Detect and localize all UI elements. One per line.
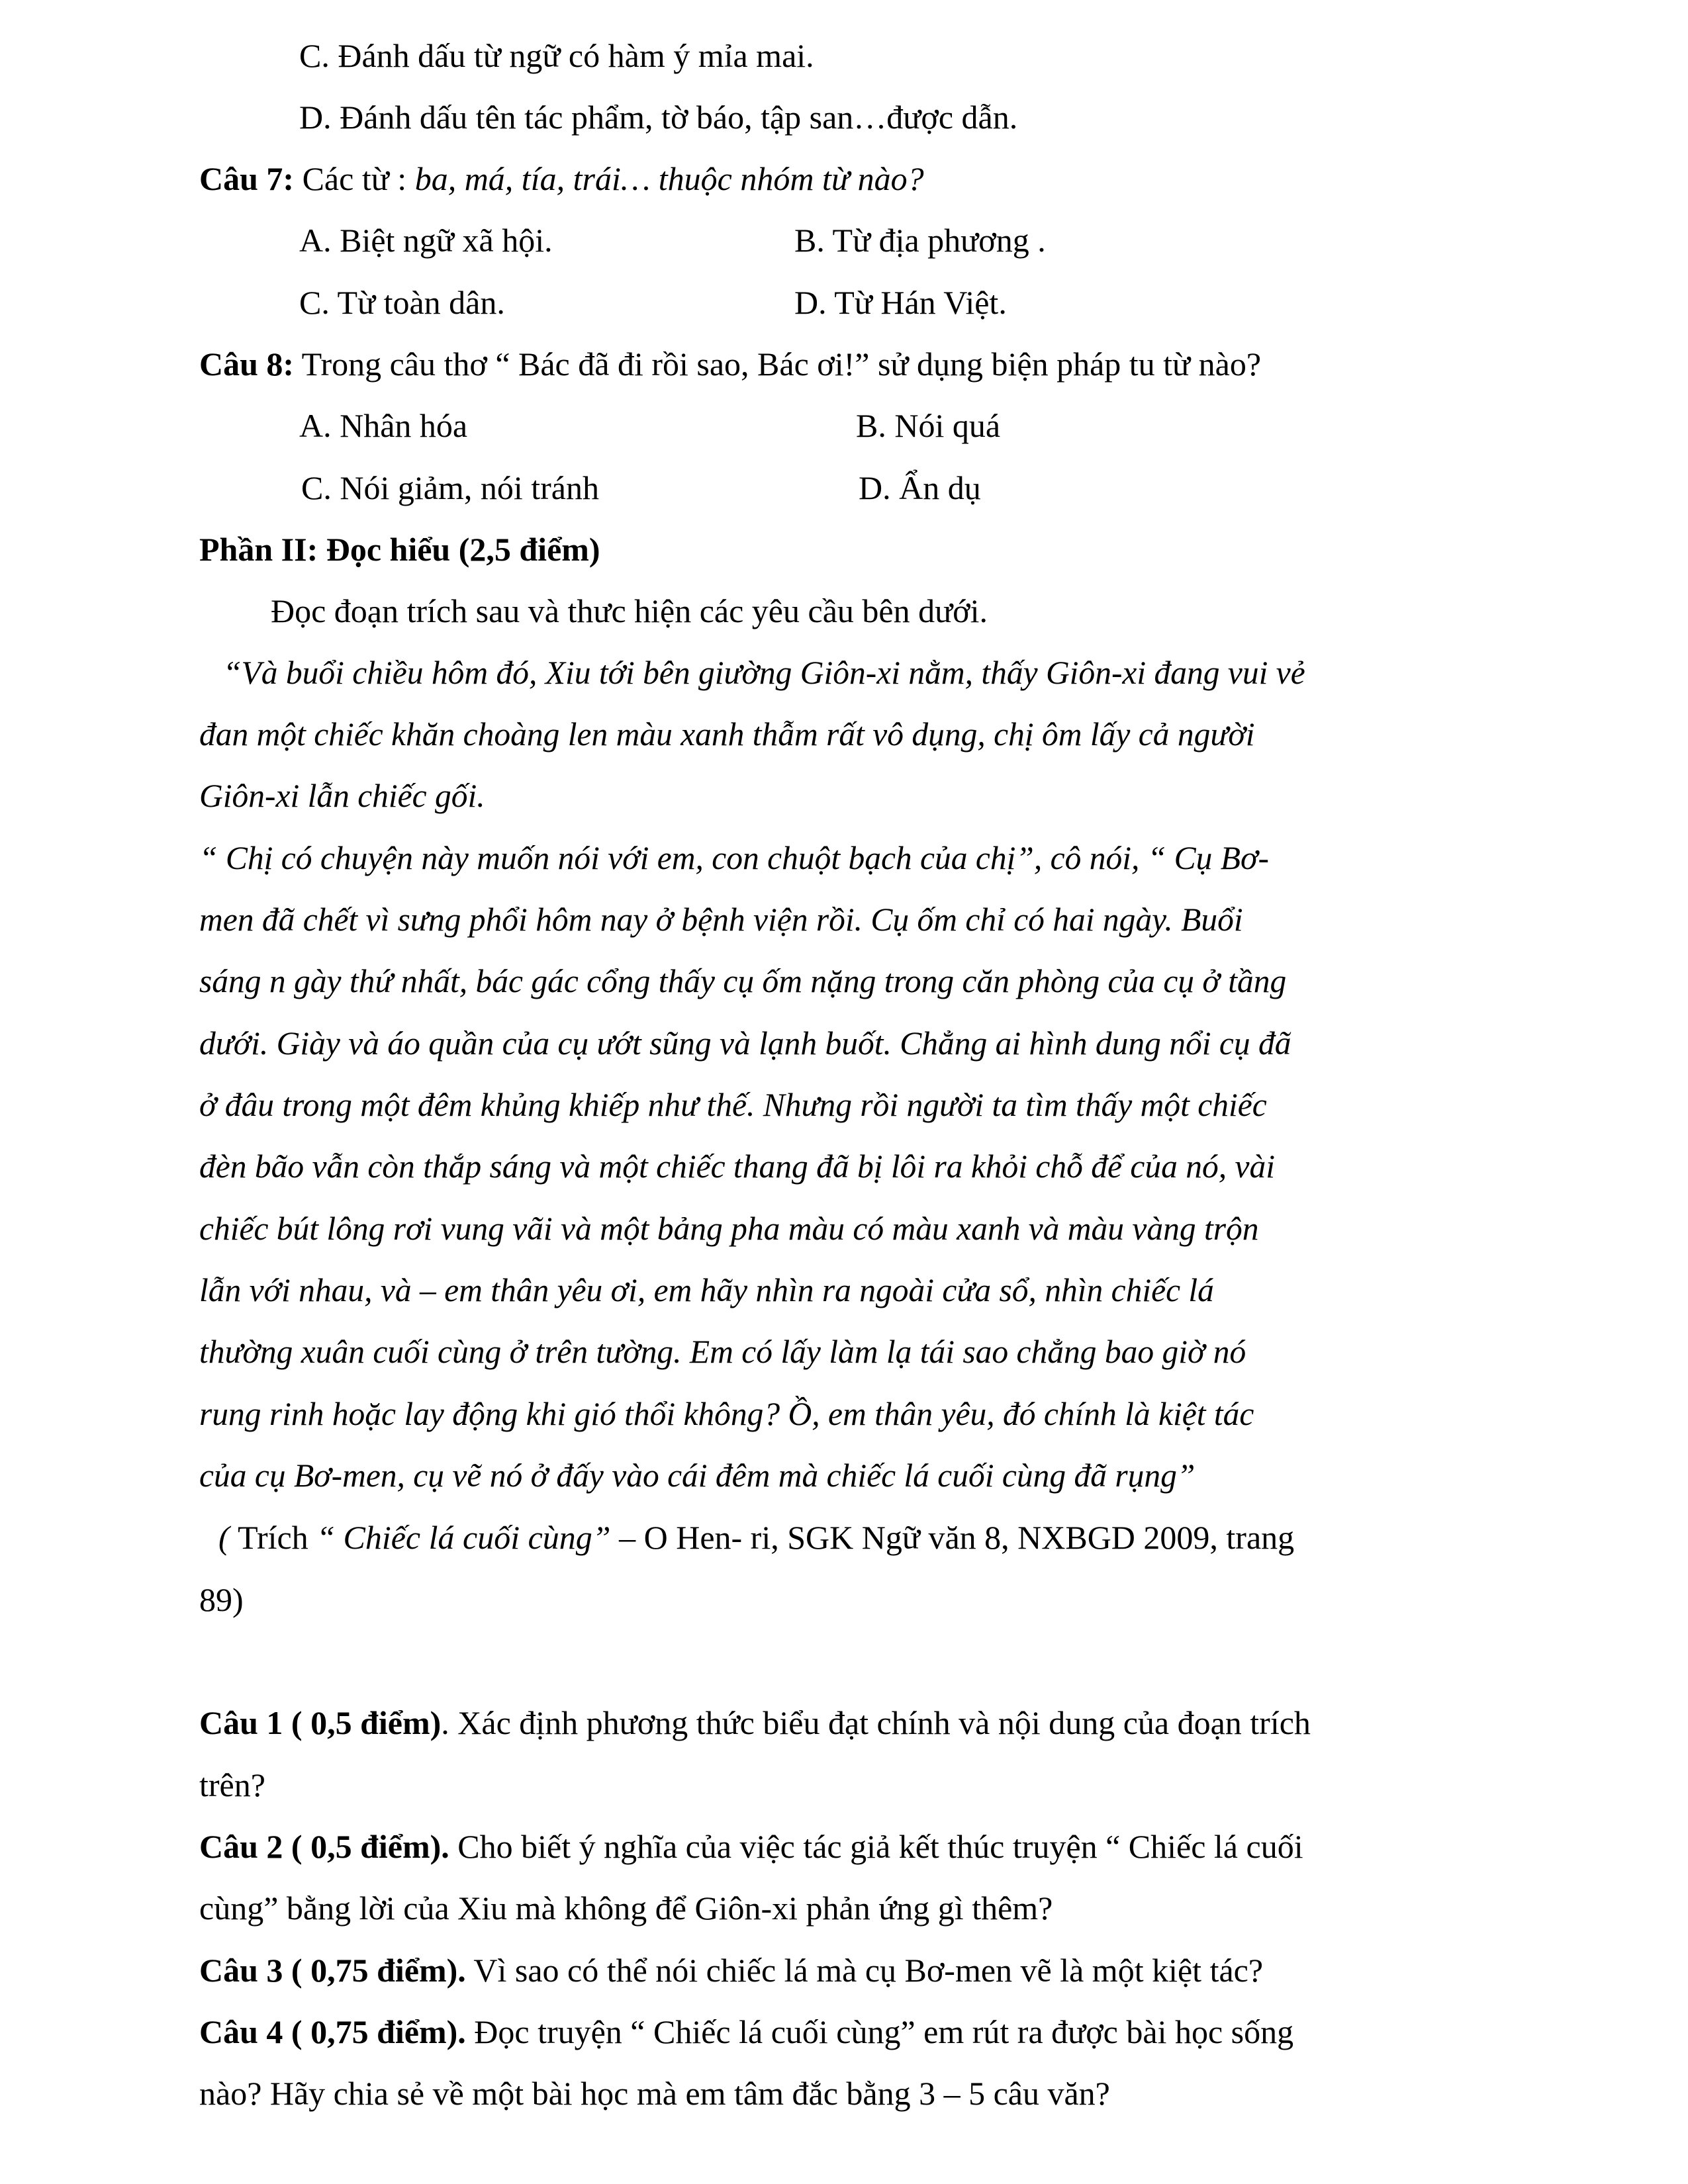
q1-text: . Xác định phương thức biểu đạt chính và nội dung của đoạn trích bbox=[441, 1704, 1311, 1741]
passage-line: lẫn với nhau, và – em thân yêu ơi, em hãy nhìn ra ngoài cửa sổ, nhìn chiếc lá bbox=[199, 1272, 1214, 1308]
passage-line: men đã chết vì sưng phổi hôm nay ở bệnh viện rồi. Cụ ốm chỉ có hai ngày. Buổi bbox=[199, 901, 1243, 938]
passage-line: của cụ Bơ-men, cụ vẽ nó ở đấy vào cái đêm mà chiếc lá cuối cùng đã rụng” bbox=[199, 1457, 1196, 1494]
passage-line: đan một chiếc khăn choàng len màu xanh thẫm rất vô dụng, chị ôm lấy cả người bbox=[199, 716, 1255, 752]
part2-heading: Phần II: Đọc hiểu (2,5 điểm) bbox=[199, 531, 600, 568]
passage-line: Giôn-xi lẫn chiếc gối. bbox=[199, 778, 485, 814]
passage-line: dưới. Giày và áo quần của cụ ướt sũng và lạnh buốt. Chẳng ai hình dung nổi cụ đã bbox=[199, 1025, 1291, 1062]
q2-text: Cho biết ý nghĩa của việc tác giả kết thúc truyện “ Chiếc lá cuối bbox=[449, 1828, 1303, 1865]
q7-option-d: D. Từ Hán Việt. bbox=[794, 284, 1007, 321]
passage-line: “ Chị có chuyện này muốn nói với em, con chuột bạch của chị”, cô nói, “ Cụ Bơ- bbox=[199, 840, 1269, 876]
passage-line: rung rinh hoặc lay động khi gió thổi không? Ồ, em thân yêu, đó chính là kiệt tác bbox=[199, 1396, 1254, 1432]
source-citation-page: 89) bbox=[199, 1581, 244, 1618]
q8-stem bbox=[199, 344, 1261, 384]
q8-option-b: B. Nói quá bbox=[856, 407, 1001, 444]
q8-option-c: C. Nói giảm, nói tránh bbox=[301, 469, 599, 506]
q6-option-c: C. Đánh dấu từ ngữ có hàm ý mỉa mai. bbox=[299, 37, 814, 74]
q7-stem bbox=[199, 159, 924, 199]
question-4 bbox=[199, 2012, 1293, 2052]
q8-label: Câu 8: bbox=[199, 345, 295, 383]
question-1-cont: trên? bbox=[199, 1766, 265, 1803]
question-1 bbox=[199, 1703, 1311, 1743]
q6-option-d: D. Đánh dấu tên tác phẩm, tờ báo, tập san…được dẫn. bbox=[299, 99, 1018, 136]
source-trich: Trích bbox=[238, 1519, 308, 1556]
part2-instruction: Đọc đoạn trích sau và thưc hiện các yêu cầu bên dưới. bbox=[271, 592, 988, 629]
q1-label: Câu 1 ( 0,5 điểm) bbox=[199, 1704, 442, 1741]
q7-option-b: B. Từ địa phương . bbox=[794, 222, 1046, 259]
passage-line: “Và buổi chiều hôm đó, Xiu tới bên giường Giôn-xi nằm, thấy Giôn-xi đang vui vẻ bbox=[223, 655, 1305, 691]
q7-option-a: A. Biệt ngữ xã hội. bbox=[299, 222, 553, 259]
passage-line: chiếc bút lông rơi vung vãi và một bảng pha màu có màu xanh và màu vàng trộn bbox=[199, 1210, 1259, 1247]
q2-label: Câu 2 ( 0,5 điểm). bbox=[199, 1828, 449, 1865]
question-2-cont: cùng” bằng lời của Xiu mà không để Giôn-xi phản ứng gì thêm? bbox=[199, 1889, 1053, 1927]
q4-text: Đọc truyện “ Chiếc lá cuối cùng” em rút ra được bài học sống bbox=[465, 2013, 1294, 2050]
passage-line: thường xuân cuối cùng ở trên tường. Em có lấy làm lạ tái sao chẳng bao giờ nó bbox=[199, 1334, 1246, 1370]
q3-text: Vì sao có thể nói chiếc lá mà cụ Bơ-men vẽ là một kiệt tác? bbox=[465, 1952, 1264, 1989]
q7-option-c: C. Từ toàn dân. bbox=[299, 284, 505, 321]
q7-text-plain: Các từ : bbox=[294, 160, 415, 197]
source-rest: – O Hen- ri, SGK Ngữ văn 8, NXBGD 2009, trang bbox=[610, 1519, 1295, 1556]
q8-option-d: D. Ẩn dụ bbox=[859, 469, 981, 506]
q7-label: Câu 7: bbox=[199, 160, 295, 197]
q4-label: Câu 4 ( 0,75 điểm). bbox=[199, 2013, 466, 2050]
q3-label: Câu 3 ( 0,75 điểm). bbox=[199, 1952, 466, 1989]
source-title: “ Chiếc lá cuối cùng” bbox=[308, 1519, 611, 1556]
passage-line: đèn bão vẫn còn thắp sáng và một chiếc thang đã bị lôi ra khỏi chỗ để của nó, vài bbox=[199, 1148, 1275, 1185]
question-2 bbox=[199, 1827, 1303, 1866]
q7-text-italic: ba, má, tía, trái… thuộc nhóm từ nào? bbox=[414, 160, 924, 197]
passage-line: sáng n gày thứ nhất, bác gác cổng thấy cụ ốm nặng trong căn phòng của cụ ở tầng bbox=[199, 963, 1287, 999]
passage-line: ở đâu trong một đêm khủng khiếp như thế. Nhưng rồi người ta tìm thấy một chiếc bbox=[199, 1087, 1267, 1123]
q8-text: Trong câu thơ “ Bác đã đi rồi sao, Bác ơi!” sử dụng biện pháp tu từ nào? bbox=[294, 345, 1262, 383]
q8-option-a: A. Nhân hóa bbox=[299, 407, 468, 444]
question-4-cont: nào? Hãy chia sẻ về một bài học mà em tâm đắc bằng 3 – 5 câu văn? bbox=[199, 2075, 1110, 2112]
source-citation bbox=[218, 1518, 1294, 1557]
question-3 bbox=[199, 1950, 1263, 1990]
source-open: ( bbox=[218, 1519, 238, 1556]
